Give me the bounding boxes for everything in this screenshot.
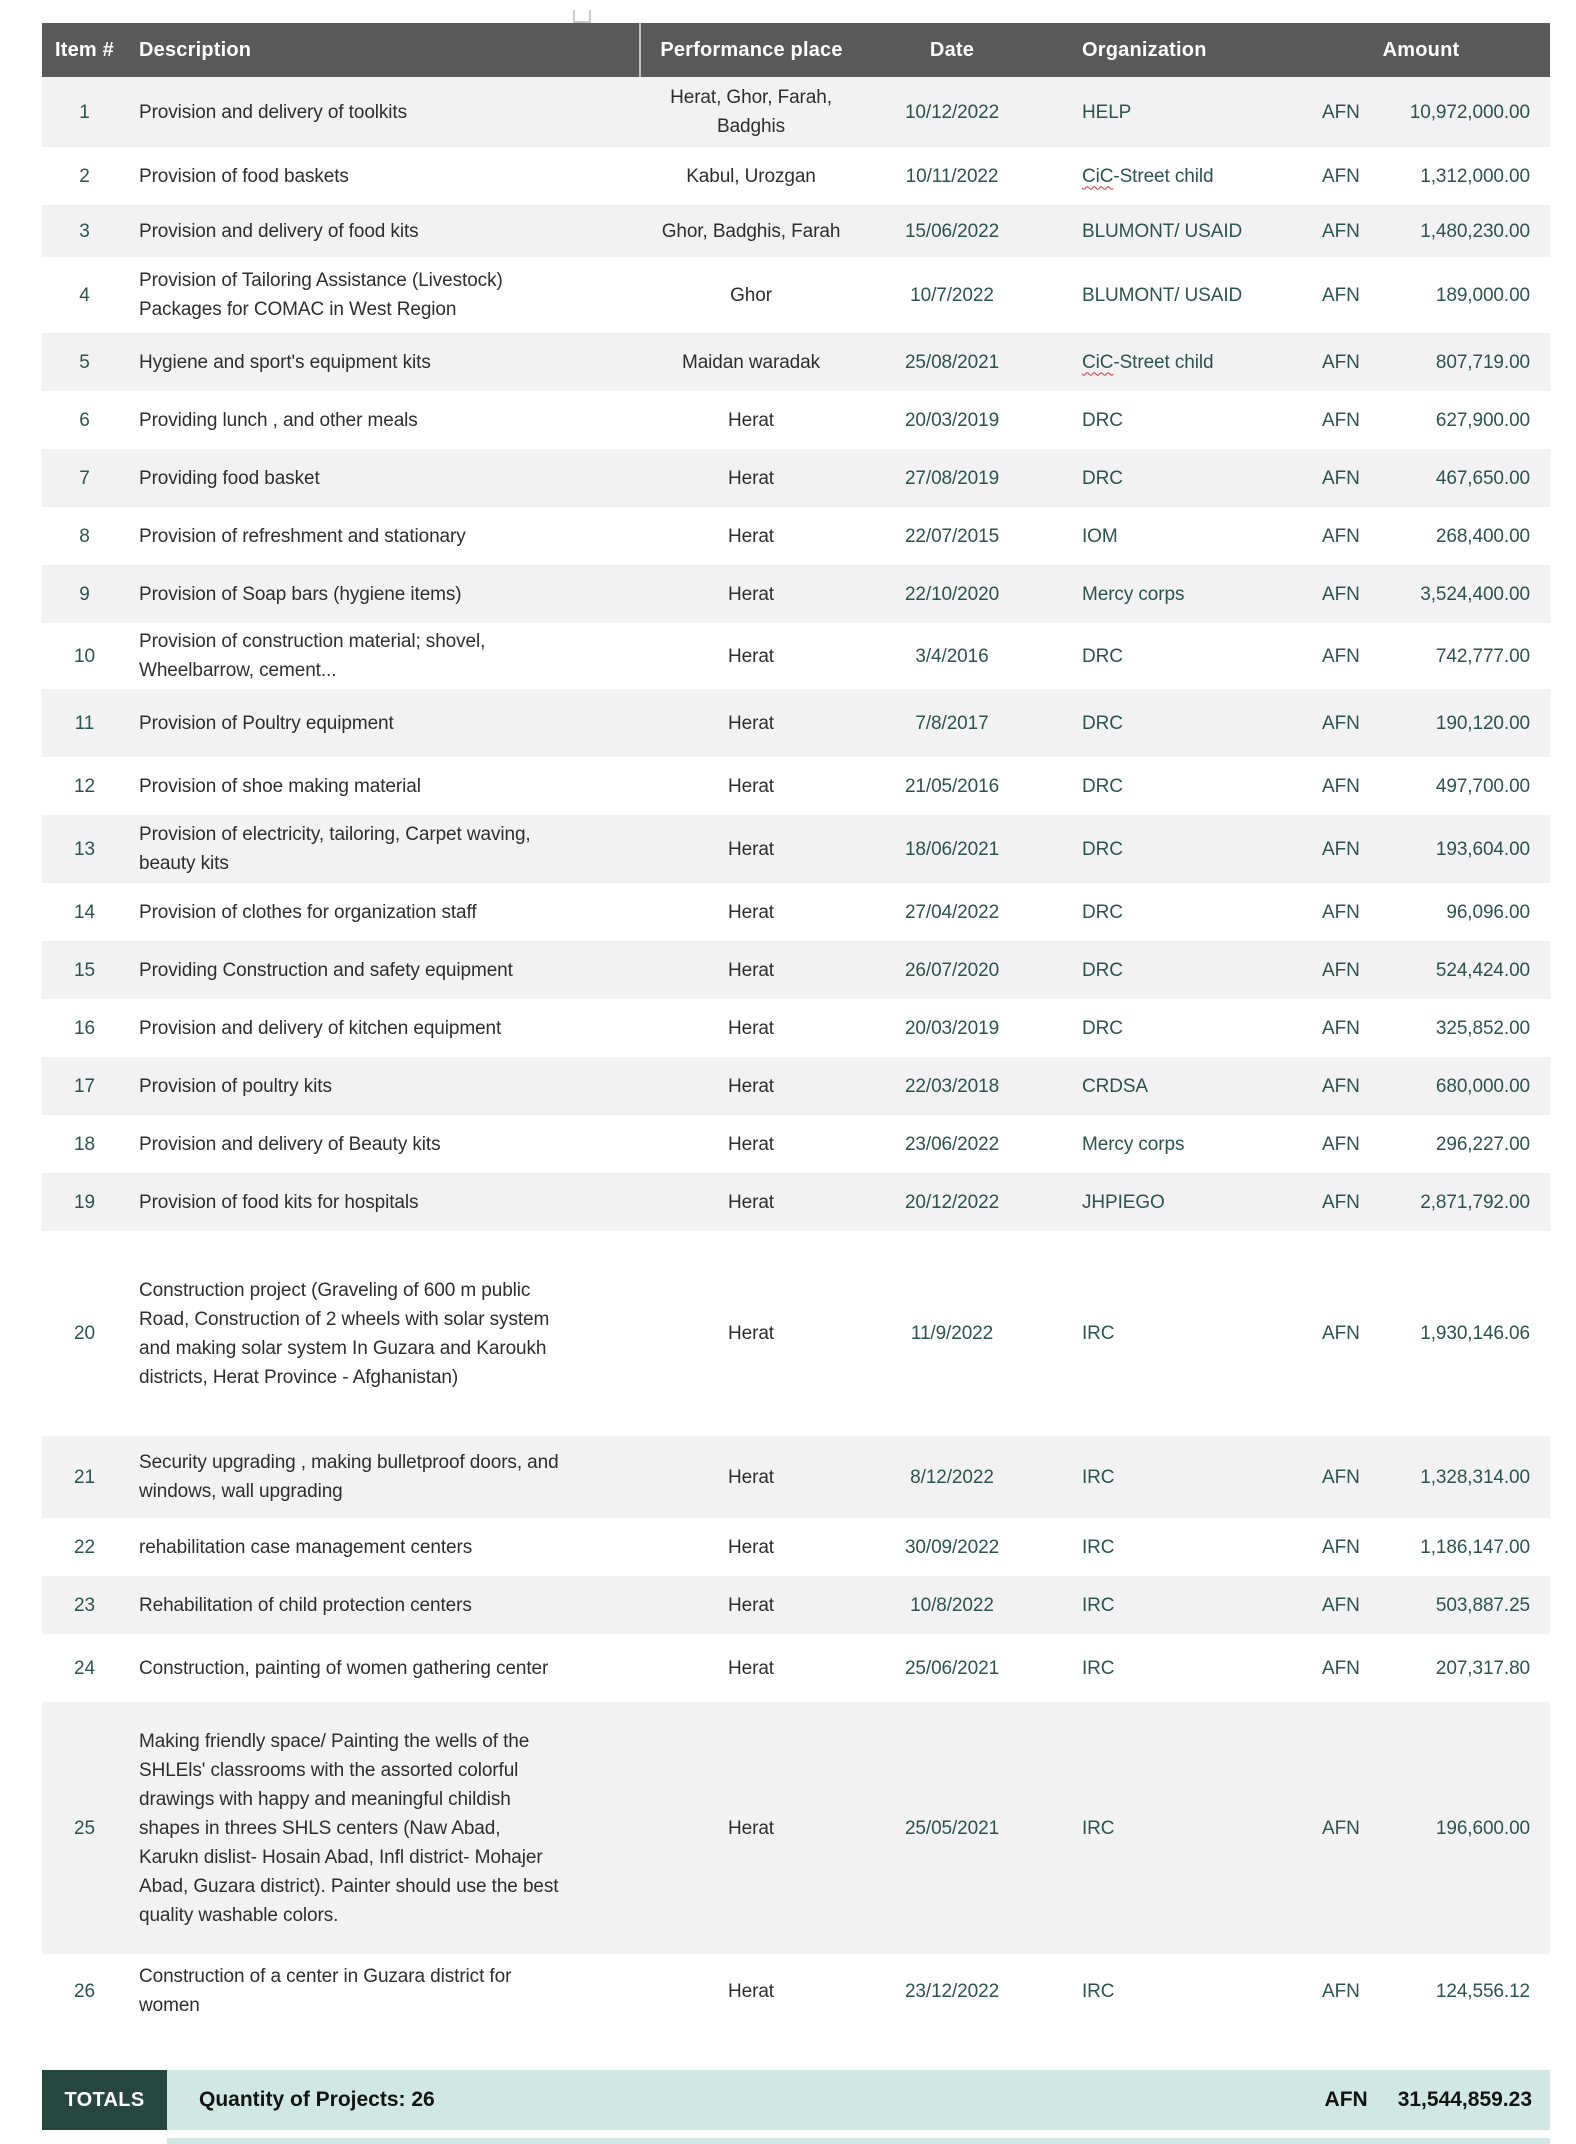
cell-amount [1292, 757, 1550, 815]
table-row [42, 1576, 1550, 1634]
amount-currency: AFN [1322, 959, 1360, 981]
cell-date: 30/09/2022 [904, 1536, 1000, 1558]
cell-organization: IRC [1082, 1657, 1115, 1679]
cell-organization: Mercy corps [1082, 583, 1185, 605]
cell-description: Provision of food kits for hospitals [139, 1191, 419, 1213]
cell-organization: BLUMONT/ USAID [1082, 284, 1243, 306]
amount-currency: AFN [1322, 1594, 1360, 1616]
table-row [42, 1057, 1550, 1115]
cell-performance-place: Herat [728, 775, 774, 797]
cell-item-number: 8 [79, 525, 90, 547]
cell-organization: DRC [1082, 467, 1123, 489]
column-header-item: Item # [42, 23, 127, 77]
table-row [42, 941, 1550, 999]
amount-currency: AFN [1322, 645, 1360, 667]
cell-item-number: 18 [74, 1133, 95, 1155]
cell-performance-place: Herat, Ghor, Farah, Badghis [670, 87, 832, 137]
cell-performance-place: Herat [728, 1466, 774, 1488]
amount-value: 325,852.00 [1435, 1017, 1530, 1039]
cell-item-number: 2 [79, 165, 90, 187]
amount-currency: AFN [1322, 1466, 1360, 1488]
amount-value: 807,719.00 [1435, 351, 1530, 373]
table-row [42, 449, 1550, 507]
cell-item-number: 11 [74, 712, 95, 734]
cell-date: 22/10/2020 [904, 583, 1000, 605]
cell-description: Provision of poultry kits [139, 1075, 332, 1097]
totals-amount-value: 31,544,859.23 [1397, 2088, 1532, 2111]
cell-item-number: 10 [74, 645, 95, 667]
cell-amount [1292, 1702, 1550, 1954]
amount-value: 296,227.00 [1435, 1133, 1530, 1155]
cell-description: rehabilitation case management centers [139, 1536, 473, 1558]
cell-date: 10/8/2022 [910, 1594, 994, 1616]
cell-item-number: 22 [74, 1536, 95, 1558]
cell-description: Construction, painting of women gathering center [139, 1657, 549, 1679]
cell-date: 8/12/2022 [910, 1466, 994, 1488]
cell-description: Hygiene and sport's equipment kits [139, 351, 431, 373]
cell-date: 11/9/2022 [910, 1323, 994, 1344]
cell-date: 27/08/2019 [904, 467, 1000, 489]
cell-organization: DRC [1082, 838, 1123, 860]
totals-currency: AFN [1324, 2088, 1368, 2111]
cell-description: Rehabilitation of child protection centers [139, 1594, 472, 1616]
cell-organization: Mercy corps [1082, 1133, 1185, 1155]
amount-value: 1,312,000.00 [1420, 165, 1530, 187]
amount-value: 467,650.00 [1435, 467, 1530, 489]
table-row [42, 689, 1550, 757]
cell-performance-place: Herat [728, 1017, 774, 1039]
amount-currency: AFN [1322, 1536, 1360, 1558]
cell-description: Provision and delivery of kitchen equipment [139, 1017, 502, 1039]
cell-organization: BLUMONT/ USAID [1082, 220, 1243, 242]
cell-description: Provision of Soap bars (hygiene items) [139, 583, 462, 605]
amount-value: 124,556.12 [1435, 1980, 1530, 2002]
table-row [42, 147, 1550, 205]
cell-organization: DRC [1082, 645, 1123, 667]
cell-item-number: 4 [79, 284, 90, 306]
organization-rest: -Street child [1113, 165, 1214, 187]
cell-description: Providing Construction and safety equipment [139, 959, 513, 981]
organization-rest: -Street child [1113, 351, 1214, 373]
table-header [42, 23, 1550, 77]
table-row [42, 1173, 1550, 1231]
cell-organization: DRC [1082, 901, 1123, 923]
cell-performance-place: Herat [728, 959, 774, 981]
amount-currency: AFN [1322, 351, 1360, 373]
cell-date: 27/04/2022 [904, 901, 1000, 923]
table-row [42, 883, 1550, 941]
cell-item-number: 23 [74, 1594, 95, 1616]
cell-date: 23/06/2022 [904, 1133, 1000, 1155]
cell-date: 15/06/2022 [904, 220, 1000, 242]
amount-currency: AFN [1322, 901, 1360, 923]
amount-value: 10,972,000.00 [1409, 101, 1530, 123]
amount-currency: AFN [1322, 1017, 1360, 1039]
amount-value: 2,871,792.00 [1420, 1191, 1530, 1213]
cell-performance-place: Herat [728, 1133, 774, 1155]
amount-currency: AFN [1322, 1133, 1360, 1155]
cell-performance-place: Herat [728, 409, 774, 431]
cell-date: 21/05/2016 [904, 775, 1000, 797]
table-row [42, 333, 1550, 391]
cell-organization: DRC [1082, 712, 1123, 734]
amount-value: 742,777.00 [1435, 645, 1530, 667]
cell-date: 20/12/2022 [904, 1191, 1000, 1213]
cell-performance-place: Herat [728, 1323, 774, 1344]
cell-date: 20/03/2019 [904, 1017, 1000, 1039]
projects-table-wrap [42, 23, 1550, 2028]
totals-summary: Quantity of Projects: 26 [199, 2088, 435, 2111]
amount-currency: AFN [1322, 583, 1360, 605]
cell-date: 7/8/2017 [915, 712, 989, 734]
table-row [42, 205, 1550, 257]
cell-amount [1292, 1576, 1550, 1634]
cell-description: Provision and delivery of Beauty kits [139, 1133, 441, 1155]
table-row [42, 77, 1550, 147]
cell-performance-place: Herat [728, 583, 774, 605]
cell-amount [1292, 333, 1550, 391]
table-row [42, 391, 1550, 449]
cell-description: Provision of construction material; shovel, Wheelbarrow, cement... [139, 631, 486, 681]
organization-misspelled-part: CiC [1082, 351, 1114, 373]
amount-currency: AFN [1322, 409, 1360, 431]
cell-amount [1292, 1057, 1550, 1115]
cell-performance-place: Herat [728, 1980, 774, 2002]
cell-amount [1292, 941, 1550, 999]
cell-date: 22/07/2015 [904, 525, 1000, 547]
amount-value: 268,400.00 [1435, 525, 1530, 547]
cell-date: 26/07/2020 [904, 959, 1000, 981]
cell-item-number: 5 [79, 351, 90, 373]
table-row [42, 507, 1550, 565]
table-row [42, 257, 1550, 333]
cell-amount [1292, 205, 1550, 257]
cell-date: 10/12/2022 [904, 101, 1000, 123]
amount-currency: AFN [1322, 284, 1360, 306]
amount-value: 196,600.00 [1435, 1817, 1530, 1839]
cell-item-number: 26 [74, 1980, 95, 2002]
amount-value: 524,424.00 [1435, 959, 1530, 981]
cell-organization: CRDSA [1082, 1075, 1149, 1097]
cell-amount [1292, 999, 1550, 1057]
cell-item-number: 24 [74, 1657, 95, 1679]
amount-currency: AFN [1322, 1817, 1360, 1839]
totals-label: TOTALS [42, 2070, 167, 2130]
amount-value: 1,186,147.00 [1420, 1536, 1530, 1558]
table-body [42, 77, 1550, 2028]
cell-description: Provision of food baskets [139, 165, 349, 187]
cell-item-number: 7 [79, 467, 90, 489]
column-header-description: Description [127, 23, 640, 77]
cell-amount [1292, 391, 1550, 449]
column-header-amount: Amount [1292, 23, 1550, 77]
cell-item-number: 9 [79, 583, 90, 605]
cell-description: Provision and delivery of food kits [139, 220, 419, 242]
table-row [42, 565, 1550, 623]
totals-amount [1325, 2088, 1550, 2112]
cell-organization: HELP [1082, 101, 1132, 123]
amount-currency: AFN [1322, 220, 1360, 242]
cell-organization: DRC [1082, 959, 1123, 981]
cell-description: Provision and delivery of toolkits [139, 101, 408, 123]
amount-value: 96,096.00 [1446, 901, 1530, 923]
amount-value: 207,317.80 [1435, 1657, 1530, 1679]
cell-item-number: 3 [79, 220, 90, 242]
cell-amount [1292, 1954, 1550, 2028]
next-row-clipped-strip [167, 2138, 1550, 2144]
cell-organization: IRC [1082, 1536, 1115, 1558]
cell-description: Construction of a center in Guzara district for women [139, 1966, 512, 2016]
cell-item-number: 1 [79, 101, 90, 123]
organization-misspelled-part: CiC [1082, 165, 1114, 187]
cell-description: Provision of Poultry equipment [139, 712, 394, 734]
cell-date: 20/03/2019 [904, 409, 1000, 431]
amount-value: 503,887.25 [1435, 1594, 1530, 1616]
amount-currency: AFN [1322, 165, 1360, 187]
amount-currency: AFN [1322, 525, 1360, 547]
cell-performance-place: Herat [728, 712, 774, 734]
projects-table [42, 23, 1550, 2028]
cell-description: Provision of Tailoring Assistance (Livestock) Packages for COMAC in West Region [139, 270, 503, 320]
cell-organization: IRC [1082, 1466, 1115, 1488]
cell-date: 18/06/2021 [904, 838, 1000, 860]
cell-organization: IRC [1082, 1817, 1115, 1839]
cell-item-number: 6 [79, 409, 90, 431]
totals-body [167, 2070, 1550, 2130]
cell-amount [1292, 1436, 1550, 1518]
table-row [42, 999, 1550, 1057]
cell-item-number: 21 [74, 1466, 95, 1488]
cell-organization: JHPIEGO [1082, 1191, 1165, 1213]
amount-currency: AFN [1322, 712, 1360, 734]
cell-amount [1292, 689, 1550, 757]
cell-date: 10/7/2022 [910, 284, 994, 306]
cell-description: Provision of shoe making material [139, 775, 421, 797]
table-row [42, 1634, 1550, 1702]
cell-performance-place: Ghor [730, 284, 772, 306]
cell-description: Provision of electricity, tailoring, Carpet waving, beauty kits [139, 824, 531, 874]
cell-date: 25/05/2021 [904, 1817, 1000, 1839]
cell-performance-place: Maidan waradak [681, 351, 820, 373]
cell-amount [1292, 257, 1550, 333]
cell-description: Making friendly space/ Painting the wells of the SHLEls' classrooms with the assorted colorful drawings with happy and meaningful childish shapes in threes SHLS centers (Naw Abad, Karukn dislist- Hosain Abad, Infl district- Mohajer Abad, Guzara district). Painter should use the best quality washable colors. [139, 1730, 559, 1926]
cell-organization: IOM [1082, 525, 1118, 547]
column-header-place: Performance place [640, 23, 862, 77]
cell-performance-place: Herat [728, 1075, 774, 1097]
amount-value: 627,900.00 [1435, 409, 1530, 431]
cell-organization: IRC [1082, 1323, 1115, 1344]
cell-date: 22/03/2018 [904, 1075, 1000, 1097]
amount-value: 1,480,230.00 [1420, 220, 1530, 242]
cell-amount [1292, 565, 1550, 623]
cell-amount [1292, 883, 1550, 941]
cell-item-number: 13 [74, 838, 95, 860]
cell-amount [1292, 1231, 1550, 1436]
cell-description: Provision of refreshment and stationary [139, 525, 466, 547]
amount-currency: AFN [1322, 467, 1360, 489]
cell-item-number: 25 [74, 1817, 95, 1839]
cell-performance-place: Kabul, Urozgan [686, 165, 816, 187]
cell-performance-place: Herat [728, 467, 774, 489]
cell-performance-place: Herat [728, 645, 774, 667]
cell-description: Providing lunch , and other meals [139, 409, 418, 431]
amount-value: 1,328,314.00 [1420, 1466, 1530, 1488]
cell-performance-place: Herat [728, 1657, 774, 1679]
cell-organization: DRC [1082, 1017, 1123, 1039]
cell-amount [1292, 1173, 1550, 1231]
amount-value: 189,000.00 [1435, 284, 1530, 306]
amount-value: 680,000.00 [1435, 1075, 1530, 1097]
amount-currency: AFN [1322, 775, 1360, 797]
cell-item-number: 12 [74, 775, 95, 797]
cell-item-number: 19 [74, 1191, 95, 1213]
cell-item-number: 14 [74, 901, 95, 923]
cell-performance-place: Ghor, Badghis, Farah [661, 220, 841, 242]
table-row [42, 1115, 1550, 1173]
table-row [42, 815, 1550, 883]
cell-description: Provision of clothes for organization staff [139, 901, 477, 923]
column-header-organization: Organization [1042, 23, 1292, 77]
cell-item-number: 17 [74, 1075, 95, 1097]
amount-value: 193,604.00 [1435, 838, 1530, 860]
cell-item-number: 16 [74, 1017, 95, 1039]
table-row [42, 1436, 1550, 1518]
cell-amount [1292, 147, 1550, 205]
header-row [42, 23, 1550, 77]
cell-organization [1042, 333, 1292, 391]
cell-date: 25/06/2021 [904, 1657, 1000, 1679]
cell-item-number: 15 [74, 959, 95, 981]
cell-amount [1292, 449, 1550, 507]
cell-date: 3/4/2016 [915, 645, 989, 667]
amount-currency: AFN [1322, 1191, 1360, 1213]
amount-value: 190,120.00 [1435, 712, 1530, 734]
cell-organization [1042, 147, 1292, 205]
cell-organization: DRC [1082, 409, 1123, 431]
amount-currency: AFN [1322, 1980, 1360, 2002]
cell-date: 10/11/2022 [905, 165, 999, 187]
text-cursor-artifact [573, 10, 591, 23]
cell-description: Providing food basket [139, 467, 320, 489]
amount-currency: AFN [1322, 1075, 1360, 1097]
cell-performance-place: Herat [728, 1536, 774, 1558]
amount-value: 3,524,400.00 [1420, 583, 1530, 605]
cell-performance-place: Herat [728, 1191, 774, 1213]
table-row [42, 757, 1550, 815]
amount-currency: AFN [1322, 1657, 1360, 1679]
cell-performance-place: Herat [728, 525, 774, 547]
cell-amount [1292, 77, 1550, 147]
cell-performance-place: Herat [728, 1817, 774, 1839]
amount-currency: AFN [1322, 838, 1360, 860]
cell-organization: IRC [1082, 1980, 1115, 2002]
cell-performance-place: Herat [728, 901, 774, 923]
cell-performance-place: Herat [728, 838, 774, 860]
table-row [42, 623, 1550, 689]
column-header-date: Date [862, 23, 1042, 77]
amount-currency: AFN [1322, 101, 1360, 123]
amount-value: 497,700.00 [1435, 775, 1530, 797]
amount-currency: AFN [1322, 1323, 1360, 1344]
cell-amount [1292, 623, 1550, 689]
cell-item-number: 20 [74, 1323, 95, 1344]
cell-organization: IRC [1082, 1594, 1115, 1616]
cell-amount [1292, 1634, 1550, 1702]
amount-value: 1,930,146.06 [1420, 1323, 1530, 1344]
cell-date: 25/08/2021 [904, 351, 1000, 373]
table-row [42, 1518, 1550, 1576]
cell-description: Security upgrading , making bulletproof doors, and windows, wall upgrading [139, 1452, 559, 1502]
cell-date: 23/12/2022 [904, 1980, 1000, 2002]
cell-amount [1292, 1518, 1550, 1576]
cell-amount [1292, 507, 1550, 565]
table-row [42, 1702, 1550, 1954]
cell-performance-place: Herat [728, 1594, 774, 1616]
cell-amount [1292, 1115, 1550, 1173]
cell-organization: DRC [1082, 775, 1123, 797]
table-row [42, 1231, 1550, 1436]
cell-description: Construction project (Graveling of 600 m public Road, Construction of 2 wheels with solar system and making solar system In Guzara and Karoukh districts, Herat Province - Afghanistan) [139, 1279, 550, 1388]
cell-amount [1292, 815, 1550, 883]
totals-row [42, 2070, 1550, 2130]
table-row [42, 1954, 1550, 2028]
